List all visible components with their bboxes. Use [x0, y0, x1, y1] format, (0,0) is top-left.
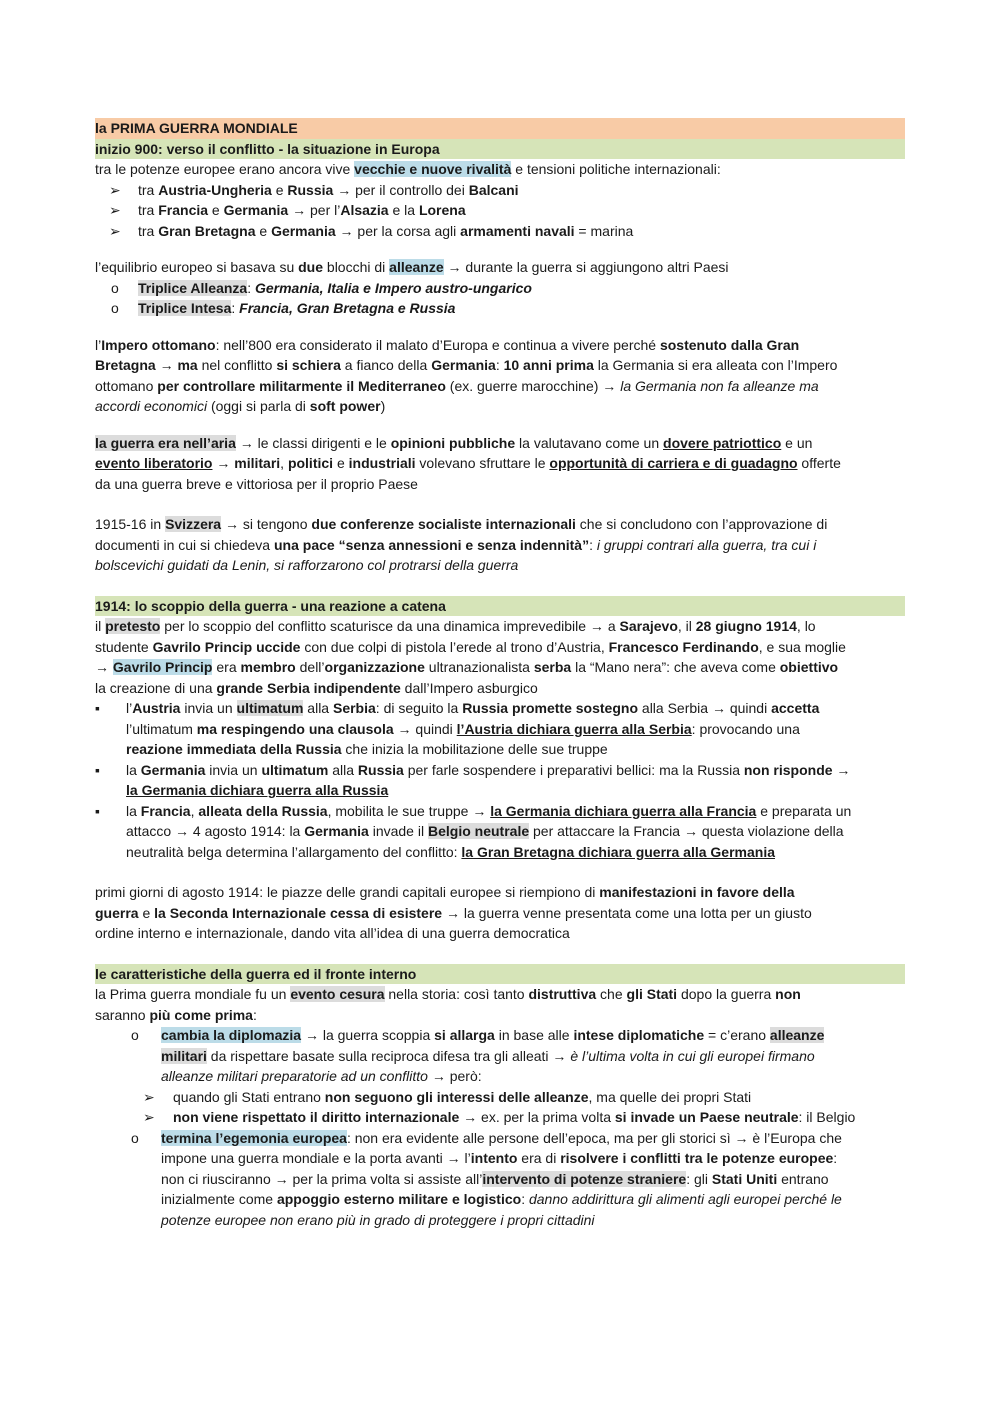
document-title: la PRIMA GUERRA MONDIALE — [95, 118, 905, 139]
list-item: ▪ la Germania invia un ultimatum alla Russia per farle sospendere i preparativi bellici: ma la Russia non risponde → la Germania dichiara guerra alla Russia — [95, 761, 851, 798]
arrowhead-bullet-icon: ➢ — [109, 202, 121, 218]
list-item: o termina l’egemonia europea: non era evidente alle persone dell’epoca, ma per gli storici sì → è l’Europa che impone una guerra mondiale e la porta avanti → l’intento era di risolvere i conflitti tra le potenze europee: non ci riusciranno → per la prima volta si assiste all’intervento di potenze straniere: gli Stati Uniti entrano inizialmente come appoggio esterno militare e logistico: danno addirittura gli alimenti agli europei perché le potenze europee non erano più in grado di proteggere i propri cittadini — [131, 1129, 842, 1228]
paragraph: primi giorni di agosto 1914: le piazze delle grandi capitali europee si riempiono di manifestazioni in favore della guerra e la Seconda Internazionale cessa di esistere → la guerra venne presentata come una lotta per un giusto ordine interno e internazionale, dando vita all’idea di una guerra democratica — [95, 884, 812, 941]
list-item: ▪ la Francia, alleata della Russia, mobilita le sue truppe → la Germania dichiara guerra alla Francia e preparata un attacco → 4 agosto 1914: la Germania invade il Belgio neutrale per attaccare la Francia → questa violazione della neutralità belga determina l’allargamento del conflitto: la Gran Bretagna dichiara guerra alla Germania — [95, 802, 852, 860]
section-heading-3: le caratteristiche della guerra ed il fronte interno — [95, 964, 905, 985]
square-bullet-icon: ▪ — [95, 700, 100, 716]
circle-bullet-icon: o — [131, 1027, 139, 1043]
circle-bullet-icon: o — [111, 300, 119, 316]
paragraph: la Prima guerra mondiale fu un evento cesura nella storia: così tanto distruttiva che gli Stati dopo la guerra non saranno più come prima: — [95, 986, 801, 1023]
arrowhead-bullet-icon: ➢ — [109, 181, 121, 198]
arrowhead-bullet-icon: ➢ — [109, 222, 121, 239]
section-heading-2: 1914: lo scoppio della guerra - una reazione a catena — [95, 596, 905, 617]
paragraph: il pretesto per lo scoppio del conflitto scaturisce da una dinamica imprevedibile → a Sarajevo, il 28 giugno 1914, lo studente Gavrilo Princip uccide con due colpi di pistola l’erede al trono d’Austria, Francesco Ferdinando, e sua moglie → Gavrilo Princip era membro dell’organizzazione ultranazionalista serba la “Mano nera”: che aveva come obiettivo la creazione di una grande Serbia indipendente dall’Impero asburgico — [95, 618, 846, 696]
list-item: ➢ tra Austria-Ungheria e Russia → per il controllo dei Balcani — [95, 180, 905, 201]
square-bullet-icon: ▪ — [95, 761, 100, 778]
arrowhead-bullet-icon: ➢ — [143, 1109, 155, 1125]
paragraph: l’Impero ottomano: nell’800 era considerato il malato d’Europa e continua a vivere perché sostenuto dalla Gran Bretagna → ma nel conflitto si schiera a fianco della Germania: 10 anni prima la Germania si era alleata con l’Impero ottomano per controllare militarmente il Mediterraneo (ex. guerre marocchine) → la Germania non fa alleanze ma accordi economici (oggi si parla di soft power) — [95, 336, 838, 414]
paragraph: tra le potenze europee erano ancora vive vecchie e nuove rivalità e tensioni politiche internazionali: — [95, 161, 721, 177]
circle-bullet-icon: o — [111, 279, 119, 296]
square-bullet-icon: ▪ — [95, 802, 100, 819]
document-page — [95, 118, 905, 1230]
circle-bullet-icon: o — [131, 1129, 139, 1146]
list-item: ➢ quando gli Stati entrano non seguono gli interessi delle alleanze, ma quelle dei propri Stati — [95, 1087, 905, 1108]
paragraph: l’equilibrio europeo si basava su due blocchi di alleanze → durante la guerra si aggiungono altri Paesi — [95, 259, 729, 275]
list-item: o Triplice Alleanza: Germania, Italia e Impero austro-ungarico — [95, 278, 905, 299]
arrowhead-bullet-icon: ➢ — [143, 1088, 155, 1105]
paragraph: la guerra era nell’aria → le classi dirigenti e le opinioni pubbliche la valutavano come un dovere patriottico e un evento liberatorio → militari, politici e industriali volevano sfruttare le opportunità di carriera e di guadagno offerte da una guerra breve e vittoriosa per il proprio Paese — [95, 434, 841, 492]
list-item: ➢ tra Francia e Germania → per l’Alsazia e la Lorena — [95, 200, 905, 221]
paragraph: 1915-16 in Svizzera → si tengono due conferenze socialiste internazionali che si concludono con l’approvazione di documenti in cui si chiedeva una pace “senza annessioni e senza indennità”: i gruppi contrari alla guerra, tra cui i bolscevichi guidati da Lenin, si rafforzarono col protrarsi della guerra — [95, 516, 828, 573]
list-item: o cambia la diplomazia → la guerra scoppia si allarga in base alle intese diplomatiche = c’erano alleanze militari da rispettare basate sulla reciproca difesa tra gli alleati → è l’ultima volta in cui gli europei firmano alleanze militari preparatorie ad un conflitto → però: — [131, 1027, 825, 1084]
list-item: o Triplice Intesa: Francia, Gran Bretagna e Russia — [95, 298, 905, 319]
section-heading-1: inizio 900: verso il conflitto - la situazione in Europa — [95, 139, 905, 160]
list-item: ➢ non viene rispettato il diritto internazionale → ex. per la prima volta si invade un Paese neutrale: il Belgio — [95, 1107, 905, 1128]
list-item: ▪ l’Austria invia un ultimatum alla Serbia: di seguito la Russia promette sostegno alla Serbia → quindi accetta l’ultimatum ma respingendo una clausola → quindi l’Austria dichiara guerra alla Serbia: provocando una reazione immediata della Russia che inizia la mobilitazione delle sue truppe — [95, 700, 820, 757]
list-item: ➢ tra Gran Bretagna e Germania → per la corsa agli armamenti navali = marina — [95, 221, 905, 242]
